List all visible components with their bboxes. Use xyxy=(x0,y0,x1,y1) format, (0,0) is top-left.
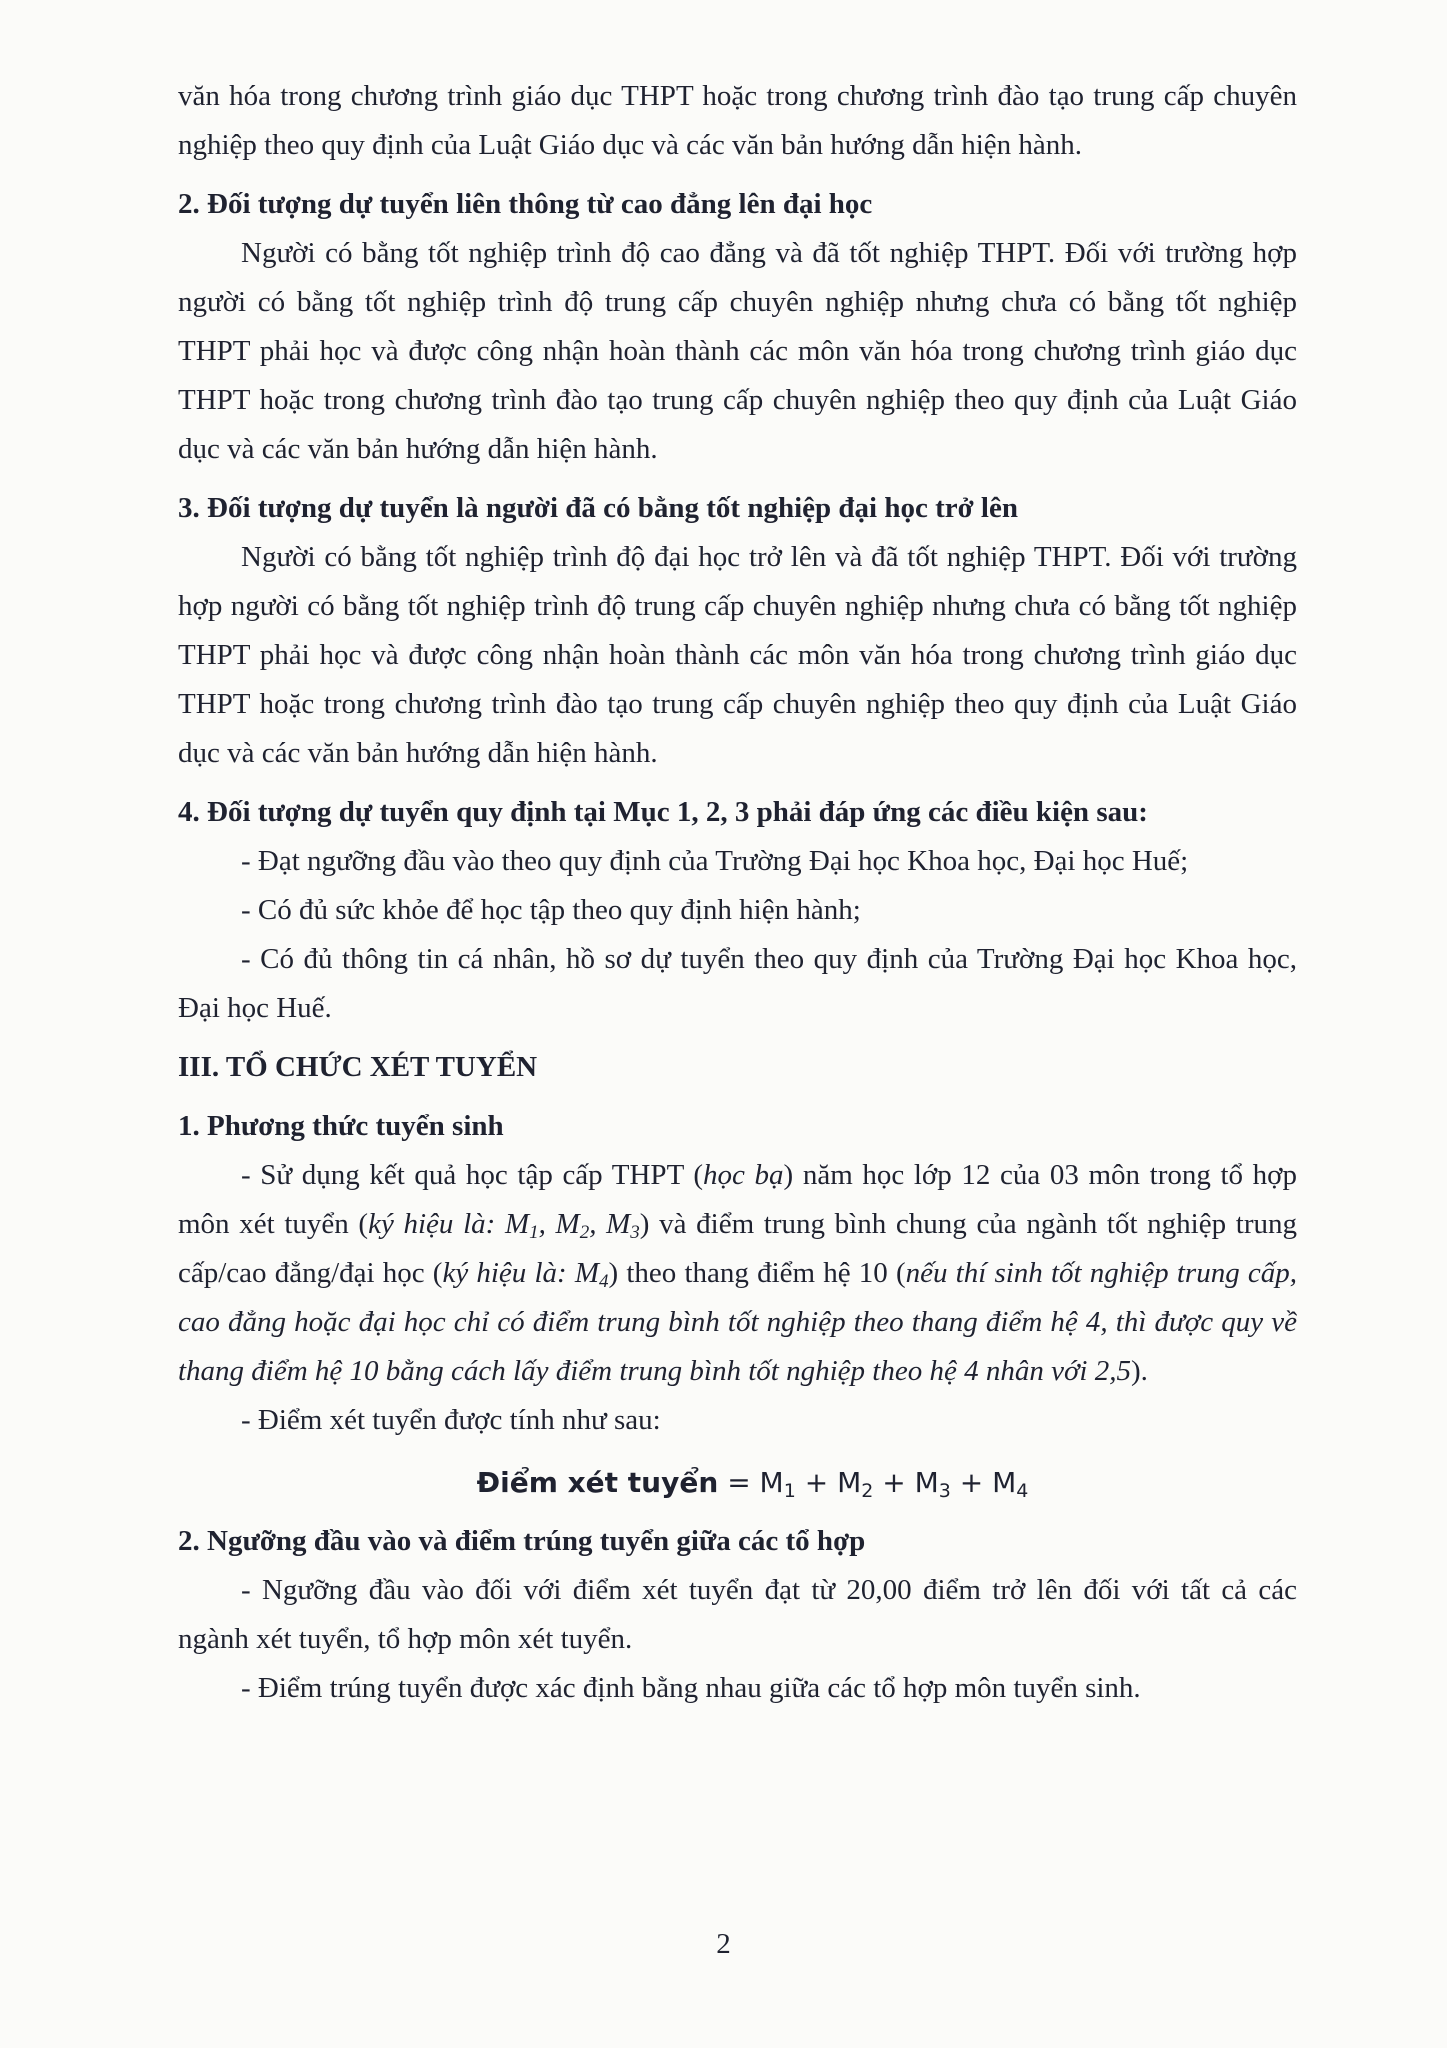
condition-item: - Có đủ sức khỏe để học tập theo quy định hiện hành; xyxy=(241,894,861,926)
section-3-body: Người có bằng tốt nghiệp trình độ đại học trở lên và đã tốt nghiệp THPT. Đối với trường hợp người có bằng tốt nghiệp trình độ trung cấp chuyên nghiệp nhưng chưa có bằng tốt nghiệp THPT phải học và được công nhận hoàn thành các môn văn hóa trong chương trình giáo dục THPT hoặc trong chương trình đào tạo trung cấp chuyên nghiệp theo quy định của Luật Giáo dục và các văn bản hướng dẫn hiện hành. xyxy=(178,541,1297,769)
hocba-text: học bạ xyxy=(703,1159,784,1191)
formula-lhs: Điểm xét tuyển xyxy=(476,1466,719,1499)
threshold-heading: 2. Ngưỡng đầu vào và điểm trúng tuyển giữa các tổ hợp xyxy=(178,1525,866,1557)
method-heading: 1. Phương thức tuyển sinh xyxy=(178,1110,504,1142)
method-paragraph xyxy=(178,1151,1297,1396)
method-text: ). xyxy=(1131,1355,1148,1387)
symbol-text: ký hiệu là: $M_1$, $M_2$, $M_3$ xyxy=(368,1208,640,1243)
threshold-paragraph: - Ngưỡng đầu vào đối với điểm xét tuyển đạt từ 20,00 điểm trở lên đối với tất cả các ngành xét tuyển, tổ hợp môn xét tuyển. xyxy=(178,1574,1297,1655)
threshold-paragraph: - Điểm trúng tuyển được xác định bằng nhau giữa các tổ hợp môn tuyển sinh. xyxy=(241,1672,1141,1704)
method-text: ) và điểm trung bình chung của ngành tốt nghiệp trung cấp/cao đẳng/đại học ( xyxy=(178,1208,1297,1289)
section-2-body: Người có bằng tốt nghiệp trình độ cao đẳng và đã tốt nghiệp THPT. Đối với trường hợp người có bằng tốt nghiệp trình độ trung cấp chuyên nghiệp nhưng chưa có bằng tốt nghiệp THPT phải học và được công nhận hoàn thành các môn văn hóa trong chương trình giáo dục THPT hoặc trong chương trình đào tạo trung cấp chuyên nghiệp theo quy định của Luật Giáo dục và các văn bản hướng dẫn hiện hành. xyxy=(178,237,1297,465)
intro-paragraph: văn hóa trong chương trình giáo dục THPT hoặc trong chương trình đào tạo trung cấp chuyên nghiệp theo quy định của Luật Giáo dục và các văn bản hướng dẫn hiện hành. xyxy=(178,80,1297,161)
part-iii-heading: III. TỔ CHỨC XÉT TUYỂN xyxy=(178,1051,538,1083)
section-3-heading: 3. Đối tượng dự tuyển là người đã có bằng tốt nghiệp đại học trở lên xyxy=(178,492,1018,524)
conversion-note: nếu thí sinh tốt nghiệp trung cấp, cao đẳng hoặc đại học chỉ có điểm trung bình tốt nghiệp theo thang điểm hệ 4, thì được quy về thang điểm hệ 10 bằng cách lấy điểm trung bình tốt nghiệp theo hệ 4 nhân với 2,5 xyxy=(178,1257,1297,1387)
condition-item: - Đạt ngưỡng đầu vào theo quy định của Trường Đại học Khoa học, Đại học Huế; xyxy=(241,845,1189,877)
section-2-heading: 2. Đối tượng dự tuyển liên thông từ cao đẳng lên đại học xyxy=(178,188,873,220)
method-text: - Sử dụng kết quả học tập cấp THPT ( xyxy=(241,1159,704,1191)
page-number: 2 xyxy=(716,1928,731,1960)
method-text: ) theo thang điểm hệ 10 ( xyxy=(608,1257,906,1289)
formula-intro: - Điểm xét tuyển được tính như sau: xyxy=(241,1404,661,1436)
section-4-heading: 4. Đối tượng dự tuyển quy định tại Mục 1, 2, 3 phải đáp ứng các điều kiện sau: xyxy=(178,796,1148,828)
symbol-text: ký hiệu là: $M_4$ xyxy=(442,1257,609,1292)
method-text: ) năm học lớp 12 của 03 môn trong tổ hợp môn xét tuyển ( xyxy=(178,1159,1297,1240)
score-formula: Điểm xét tuyển = $M_1 + M_2 + M_3 + M_4$ xyxy=(476,1466,1029,1502)
condition-item: - Có đủ thông tin cá nhân, hồ sơ dự tuyển theo quy định của Trường Đại học Khoa học, Đại học Huế. xyxy=(178,943,1297,1024)
